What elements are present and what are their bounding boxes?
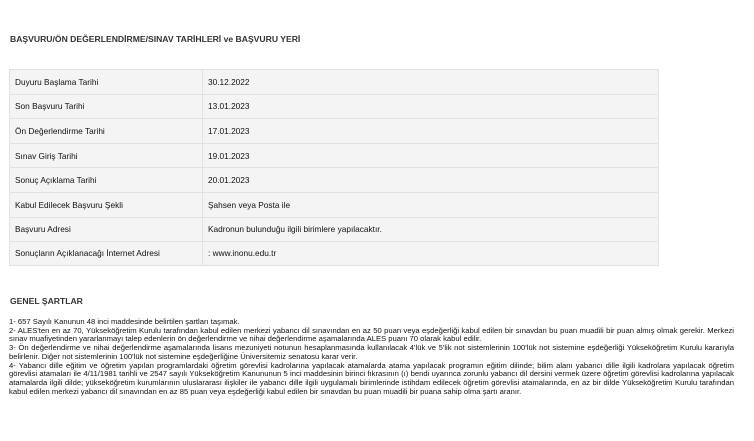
row-value: 30.12.2022 bbox=[203, 70, 659, 95]
table-row bbox=[10, 168, 659, 193]
row-label: Sonuç Açıklama Tarihi bbox=[10, 168, 203, 193]
section-heading-general-conditions: GENEL ŞARTLAR bbox=[10, 296, 83, 306]
general-conditions-list bbox=[9, 318, 734, 396]
row-value: Şahsen veya Posta ile bbox=[203, 192, 659, 217]
row-value: 19.01.2023 bbox=[203, 143, 659, 168]
table-row bbox=[10, 143, 659, 168]
row-label: Başvuru Adresi bbox=[10, 217, 203, 242]
table-row bbox=[10, 94, 659, 119]
table-row bbox=[10, 217, 659, 242]
section-heading-dates: BAŞVURU/ÖN DEĞERLENDİRME/SINAV TARİHLERİ ve BAŞVURU YERİ bbox=[10, 34, 301, 44]
table-row bbox=[10, 70, 659, 95]
row-label: Duyuru Başlama Tarihi bbox=[10, 70, 203, 95]
row-value: 20.01.2023 bbox=[203, 168, 659, 193]
condition-item: 2- ALES'ten en az 70, Yükseköğretim Kurulu tarafından kabul edilen merkezi yabancı dil sınavından en az 50 puan veya eşdeğerliği kabul edilen bir sınavdan bu puan muadili bir puan almış olmak gerekir. Merkezi sınav muafiyetinden yararlanmayı talep edenlerin ön değerlendirme ve nihai değerlendirme aşamalarında ALES puanı 70 olarak kabul edilir. bbox=[9, 325, 734, 344]
row-label: Sınav Giriş Tarihi bbox=[10, 143, 203, 168]
condition-item: 4- Yabancı dille eğitim ve öğretim yapılan programlardaki öğretim görevlisi kadrolarına yapılacak atamalarda atama yapılacak programın eğitim dilinde; bilim alanı yabancı dille ilgili kadrolara yapılacak öğretim görevlisi atamaları ile 4/11/1981 tarihli ve 2547 sayılı Yükseköğretim Kanununun 5 inci maddesinin birinci fıkrasının (ı) bendi uyarınca zorunlu yabancı dil dersini vermek üzere öğretim görevlisi kadrolarına yapılacak atamalarda ilgili dilde; yükseköğretim kurumlarının uluslararası ilişkiler ile yabancı dille ilgili uygulamalı birimlerinde istihdam edilecek öğretim görevlisi atamalarında, en az bir dilde Yükseköğretim Kurulu tarafından kabul edilen merkezi yabancı dil sınavından en az 85 puan veya eşdeğerliği kabul edilen bir sınavdan bu puan muadili bir puana sahip olma şartı aranır. bbox=[9, 360, 734, 396]
condition-item: 1- 657 Sayılı Kanunun 48 inci maddesinde belirtilen şartları taşımak. bbox=[9, 317, 240, 326]
row-label: Son Başvuru Tarihi bbox=[10, 94, 203, 119]
row-label: Sonuçların Açıklanacağı İnternet Adresi bbox=[10, 242, 203, 266]
row-value: 13.01.2023 bbox=[203, 94, 659, 119]
row-value: 17.01.2023 bbox=[203, 119, 659, 144]
table-row bbox=[10, 192, 659, 217]
row-value-website: : www.inonu.edu.tr bbox=[203, 242, 659, 266]
row-label: Ön Değerlendirme Tarihi bbox=[10, 119, 203, 144]
row-value: Kadronun bulunduğu ilgili birimlere yapılacaktır. bbox=[203, 217, 659, 242]
row-label: Kabul Edilecek Başvuru Şekli bbox=[10, 192, 203, 217]
table-row bbox=[10, 242, 659, 266]
condition-item: 3- Ön değerlendirme ve nihai değerlendirme aşamalarında lisans mezuniyeti notunun hesaplanmasında kullanılacak 4'lük ve 5'lik not sistemlerinin 100'lük not sistemine eşdeğerliği Yükseköğretim Kurulu kararıyla belirlenir. Diğer not sistemlerinin 100'lük not sistemine eşdeğerliğine Üniversitemiz senatosu karar verir. bbox=[9, 343, 734, 361]
dates-table bbox=[9, 69, 659, 266]
table-row bbox=[10, 119, 659, 144]
